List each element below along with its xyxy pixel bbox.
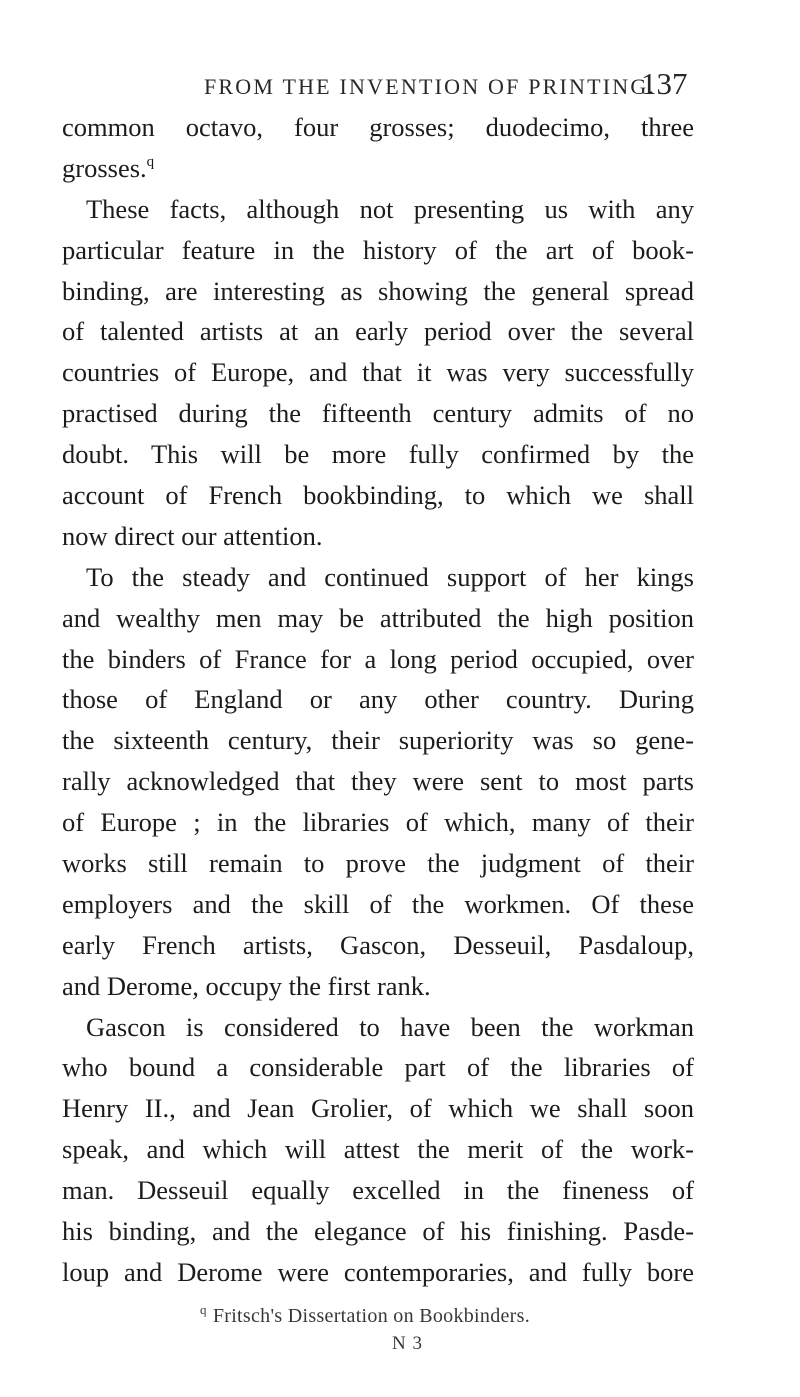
text-line: of talented artists at an early period over the several xyxy=(62,316,694,347)
text-line: particular feature in the history of the art of book- xyxy=(62,234,694,265)
text-line: binding, are interesting as showing the general spread xyxy=(62,275,694,306)
text-line: the sixteenth century, their superiority was so gene- xyxy=(62,725,694,756)
text-line: loup and Derome were contemporaries, and fully bore xyxy=(62,1256,694,1287)
text-line: now direct our attention. xyxy=(62,520,323,551)
text-line: man. Desseuil equally excelled in the fineness of xyxy=(62,1175,694,1206)
text-line: and wealthy men may be attributed the high position xyxy=(62,602,694,633)
footnote-reference: q xyxy=(146,153,155,170)
paragraph-start-line: These facts, although not presenting us with any xyxy=(86,193,694,224)
text-line: of Europe ; in the libraries of which, many of their xyxy=(62,807,694,838)
text-line: practised during the fifteenth century admits of no xyxy=(62,398,694,429)
text-line: early French artists, Gascon, Desseuil, Pasdaloup, xyxy=(62,929,694,960)
footnote-text: Fritsch's Dissertation on Bookbinders. xyxy=(212,1305,531,1327)
footnote-mark: q xyxy=(200,1302,207,1317)
text-line: rally acknowledged that they were sent to most parts xyxy=(62,766,694,797)
page-number: 137 xyxy=(641,66,688,101)
text-line: Henry II., and Jean Grolier, of which we shall soon xyxy=(62,1093,694,1124)
text-line: grosses.$^q$ xyxy=(62,152,155,183)
running-title: FROM THE INVENTION OF PRINTING. xyxy=(204,74,657,99)
footnote xyxy=(200,1302,531,1328)
text-line: countries of Europe, and that it was very successfully xyxy=(62,357,694,388)
text-line: those of England or any other country. During xyxy=(62,684,694,715)
text-line: works still remain to prove the judgment of their xyxy=(62,848,694,879)
text-line: his binding, and the elegance of his finishing. Pasde- xyxy=(62,1216,694,1247)
body-text xyxy=(62,107,694,1293)
text-line: common octavo, four grosses; duodecimo, three xyxy=(62,112,694,142)
text-line: doubt. This will be more fully confirmed by the xyxy=(62,439,694,470)
signature-mark: N 3 xyxy=(392,1333,423,1354)
text-line: account of French bookbinding, to which we shall xyxy=(62,480,694,511)
text-line: speak, and which will attest the merit of the work- xyxy=(62,1134,694,1165)
text-line: the binders of France for a long period occupied, over xyxy=(62,643,694,674)
text-line: employers and the skill of the workmen. Of these xyxy=(62,888,694,919)
text-line: and Derome, occupy the first rank. xyxy=(62,970,431,1001)
paragraph-start-line: Gascon is considered to have been the workman xyxy=(86,1011,694,1042)
paragraph-start-line: To the steady and continued support of her kings xyxy=(86,561,694,592)
text-line: who bound a considerable part of the libraries of xyxy=(62,1052,694,1083)
